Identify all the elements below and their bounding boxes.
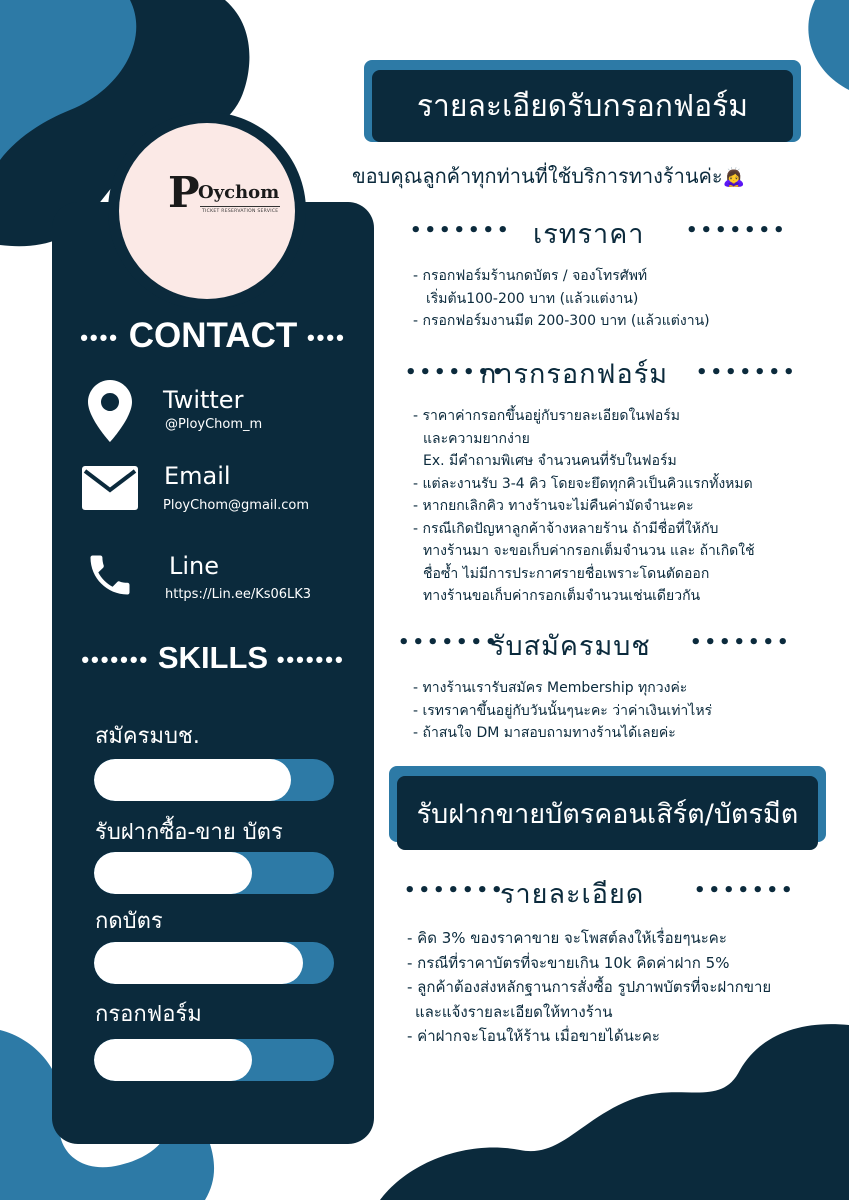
skill-bar-fill xyxy=(94,852,252,894)
skill-bar xyxy=(94,1039,334,1081)
list-item: ทางร้านมา จะขอเก็บค่ากรอกเต็มจำนวน และ ถ้าเกิดใช้ xyxy=(423,543,755,559)
filling-heading: การกรอกฟอร์ม xyxy=(480,359,669,390)
membership-heading: รับสมัครมบช xyxy=(490,631,651,662)
list-item: - กรอกฟอร์มงานมีต 200-300 บาท (แล้วแต่งาน) xyxy=(413,313,710,329)
logo-name: Oychom xyxy=(198,182,280,203)
dots-right: ••••••• xyxy=(276,646,345,672)
logo-tagline: TICKET RESERVATION SERVICE xyxy=(202,209,279,214)
list-item: - ทางร้านเรารับสมัคร Membership ทุกวงค่ะ xyxy=(413,680,688,696)
thanks-message: ขอบคุณลูกค้าทุกท่านที่ใช้บริการทางร้านค่ะ xyxy=(352,164,723,188)
list-item: - กรณีเกิดปัญหาลูกค้าจ้างหลายร้าน ถ้ามีชื่อที่ให้กับ xyxy=(413,520,719,537)
contact-title-text: CONTACT xyxy=(128,316,298,355)
dots-left: ••••••• xyxy=(398,632,500,653)
skill-label: กดบัตร xyxy=(95,909,163,934)
skill-bar xyxy=(94,852,334,894)
contact-email-label: Email xyxy=(164,462,231,490)
logo-underline xyxy=(200,206,280,207)
envelope-icon xyxy=(82,466,138,510)
dots-right: ••••••• xyxy=(690,632,792,653)
list-item: - กรณีที่ราคาบัตรที่จะขายเกิน 10k คิดค่าฝาก 5% xyxy=(407,953,730,972)
list-item: - ค่าฝากจะโอนให้ร้าน เมื่อขายได้นะคะ xyxy=(407,1027,660,1045)
rates-list xyxy=(413,265,710,333)
phone-icon xyxy=(84,549,136,601)
skill-bar-fill xyxy=(94,1039,252,1081)
list-item: เริ่มต้น100-200 บาท (แล้วแต่งาน) xyxy=(426,290,639,307)
list-item: และความยากง่าย xyxy=(423,430,530,447)
details-list xyxy=(407,926,771,1049)
dots-left: ••••••• xyxy=(81,646,150,672)
filling-list xyxy=(413,405,755,608)
dots-right: •••• xyxy=(306,324,346,350)
skill-bar-fill xyxy=(94,942,303,984)
details-heading: รายละเอียด xyxy=(500,879,645,910)
form-header: รายละเอียดรับกรอกฟอร์ม xyxy=(372,70,793,142)
list-item: - กรอกฟอร์มร้านกดบัตร / จองโทรศัพท์ xyxy=(413,268,648,284)
dots-right: ••••••• xyxy=(696,362,798,383)
membership-list xyxy=(413,677,712,745)
dots-left: •••• xyxy=(80,324,120,350)
dots-left: ••••••• xyxy=(410,220,512,241)
list-item: - เรทราคาขึ้นอยู่กับวันนั้นๆนะคะ ว่าค่าเงินเท่าไหร่ xyxy=(413,702,713,719)
skill-label: รับฝากซื้อ-ขาย บัตร xyxy=(95,820,283,845)
skill-label: กรอกฟอร์ม xyxy=(95,1002,202,1027)
dots-right: ••••••• xyxy=(686,220,788,241)
list-item: - หากยกเลิกคิว ทางร้านจะไม่คืนค่ามัดจำนะคะ xyxy=(413,498,694,514)
list-item: Ex. มีคำถามพิเศษ จำนวนคนที่รับในฟอร์ม xyxy=(423,453,677,469)
list-item: - ราคาค่ากรอกขึ้นอยู่กับรายละเอียดในฟอร์ม xyxy=(413,408,680,424)
contact-email-value[interactable]: PloyChom@gmail.com xyxy=(163,498,310,513)
list-item: - คิด 3% ของราคาขาย จะโพสต์ลงให้เรื่อยๆนะคะ xyxy=(407,929,727,947)
skill-label: สมัครมบช. xyxy=(95,724,200,749)
list-item: ทางร้านขอเก็บค่ากรอกเต็มจำนวนเช่นเดียวกัน xyxy=(423,588,701,604)
dots-right: ••••••• xyxy=(694,880,796,901)
list-item: - ถ้าสนใจ DM มาสอบถามทางร้านได้เลยค่ะ xyxy=(413,725,676,741)
contact-line-label: Line xyxy=(169,552,220,580)
list-item: - แต่ละงานรับ 3-4 คิว โดยจะยึดทุกคิวเป็นคิวแรกทั้งหมด xyxy=(413,475,753,492)
list-item: ชื่อซ้ำ ไม่มีการประกาศรายชื่อเพราะโดนตัดออก xyxy=(423,565,710,582)
top-right-blue-blob xyxy=(808,0,849,90)
list-item: และแจ้งรายละเอียดให้ทางร้าน xyxy=(415,1002,613,1021)
bottom-right-navy-blob xyxy=(380,1024,849,1200)
thanks-text xyxy=(352,160,745,192)
rates-heading: เรทราคา xyxy=(533,219,645,250)
consign-header: รับฝากขายบัตรคอนเสิร์ต/บัตรมีต xyxy=(397,776,818,850)
list-item: - ลูกค้าต้องส่งหลักฐานการสั่งซื้อ รูปภาพบัตรที่จะฝากขาย xyxy=(407,978,772,996)
location-pin-icon xyxy=(88,380,132,442)
skills-title-text: SKILLS xyxy=(157,640,269,675)
logo-letter: P xyxy=(168,168,200,217)
contact-twitter-label: Twitter xyxy=(163,386,244,414)
contact-twitter-value[interactable]: @PloyChom_m xyxy=(165,417,263,432)
contact-line-value[interactable]: https://Lin.ee/Ks06LK3 xyxy=(165,587,312,602)
bowing-emoji: 🙇‍♀️ xyxy=(722,167,746,188)
dots-left: ••••••• xyxy=(404,880,506,901)
contact-heading xyxy=(52,316,374,356)
skills-heading xyxy=(52,640,374,676)
skill-bar xyxy=(94,759,334,801)
dots-left: ••••••• xyxy=(405,362,507,383)
skill-bar-fill xyxy=(94,759,291,801)
skill-bar xyxy=(94,942,334,984)
